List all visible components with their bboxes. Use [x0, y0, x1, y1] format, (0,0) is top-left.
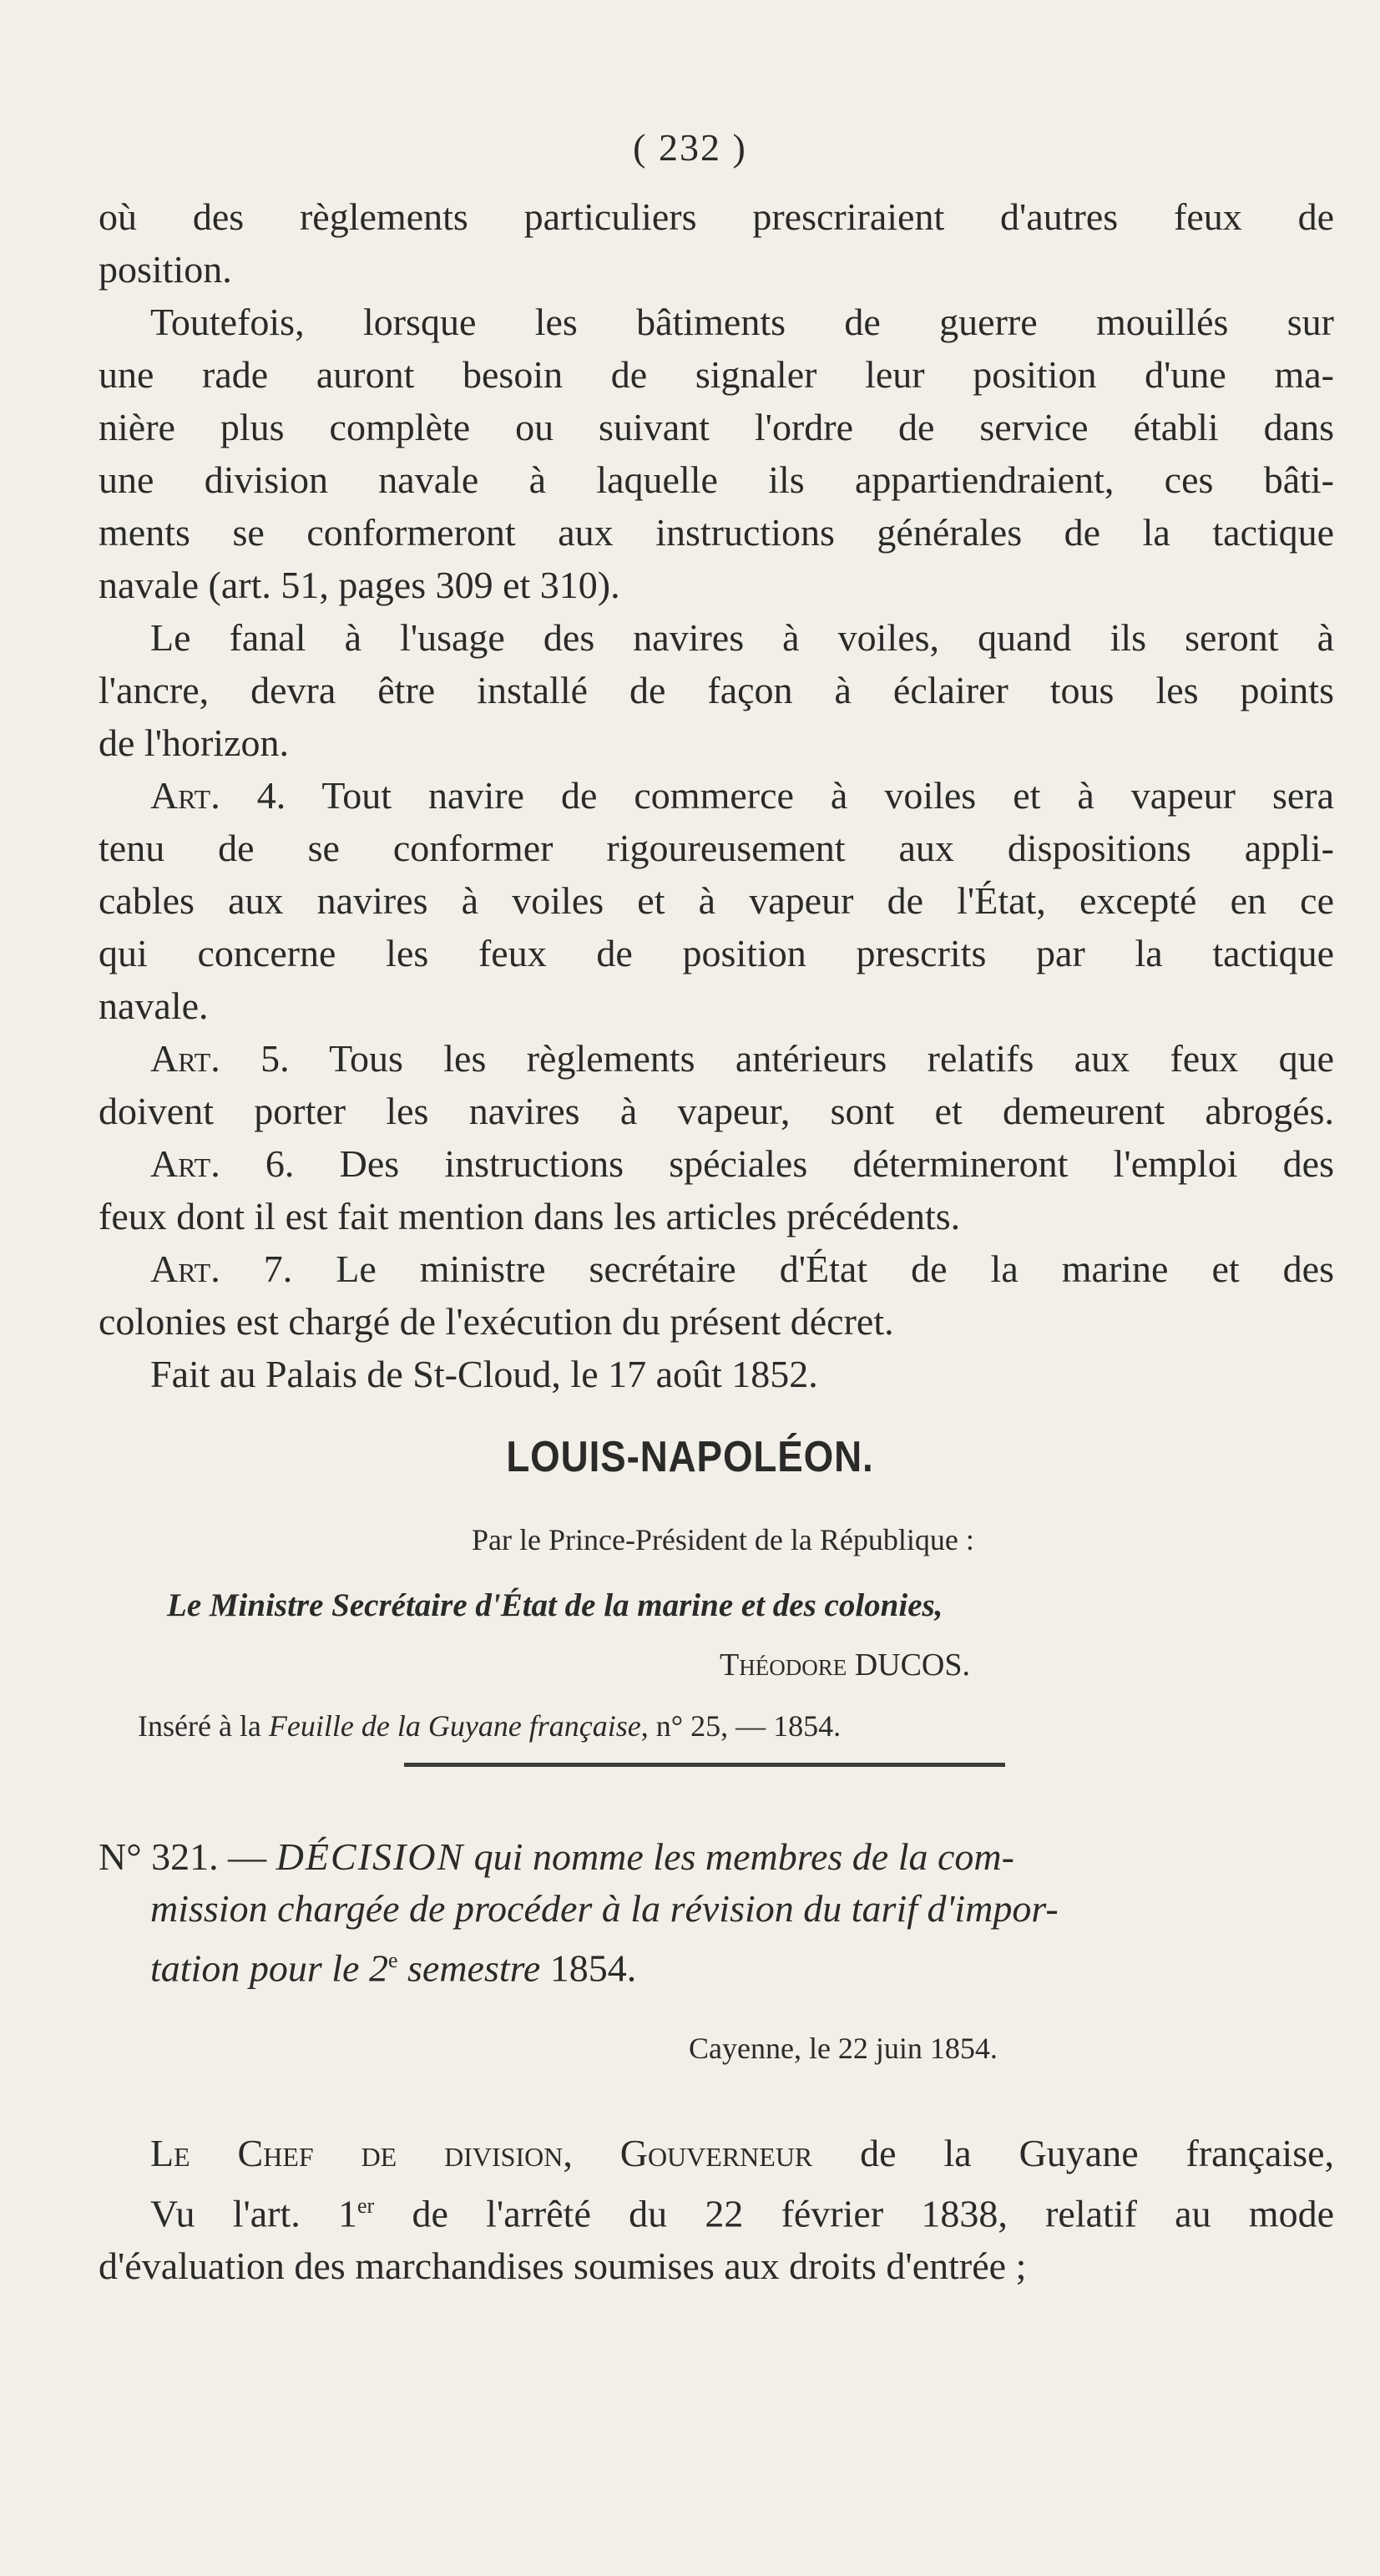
text-line: mission chargée de procéder à la révision du tarif d'impor-: [150, 1887, 1059, 1930]
minister-name: [720, 1647, 970, 1683]
inserted-note: [138, 1708, 841, 1743]
governor-heading-rest: de la Guyane française,: [860, 2132, 1335, 2174]
dateline: Cayenne, le 22 juin 1854.: [689, 2032, 998, 2065]
text-line: [99, 1831, 1334, 1883]
text-line: ments se conformeront aux instructions générales de la tactique: [99, 511, 1334, 554]
text-line: position.: [99, 248, 232, 291]
article-4: [99, 769, 1334, 1032]
text-line: navale.: [99, 984, 209, 1027]
superscript: e: [387, 1948, 398, 1972]
text-line: [99, 1935, 1334, 1994]
text-line: feux dont il est fait mention dans les articles précédents.: [99, 1195, 961, 1237]
signed-at: [99, 1348, 1334, 1400]
page-number: ( 232 ): [633, 126, 747, 169]
text-line: [99, 1242, 1334, 1295]
article-5: [99, 1032, 1334, 1137]
minister-title: Le Ministre Secrétaire d'État de la marine et des colonies,: [167, 1587, 943, 1623]
closing-text: Vu l'art. 1: [150, 2192, 358, 2235]
text-line: Le fanal à l'usage des navires à voiles, quand ils seront à: [150, 616, 1334, 659]
article-label: Art.: [150, 1037, 220, 1080]
article-label: Art.: [150, 774, 220, 817]
closing-text: de l'arrêté du 22 février 1838, relatif au mode: [412, 2192, 1335, 2235]
decision-title-part: semestre: [407, 1946, 541, 1990]
text-line: cables aux navires à voiles et à vapeur de l'État, excepté en ce: [99, 879, 1334, 922]
signature-name: LOUIS-NAPOLÉON.: [506, 1433, 874, 1481]
minister-last-name: DUCOS.: [854, 1647, 971, 1683]
article-number: 5.: [260, 1037, 290, 1080]
text-line: colonies est chargé de l'exécution du présent décret.: [99, 1300, 894, 1343]
section-divider: [404, 1763, 1005, 1767]
text-line: [99, 1137, 1334, 1190]
text-line: [99, 1032, 1334, 1085]
closing-block: [99, 2127, 1334, 2292]
text-line: [99, 2127, 1334, 2179]
by-line: Par le Prince-Président de la République :: [472, 1523, 974, 1556]
text-line: une rade auront besoin de signaler leur position d'une ma-: [99, 353, 1334, 396]
text-line: qui concerne les feux de position prescrits par la tactique: [99, 932, 1334, 974]
text-line: [99, 2179, 1334, 2239]
minister-first-name: Théodore: [720, 1647, 847, 1683]
decision-title-word: DÉCISION: [275, 1835, 465, 1878]
article-text: Le ministre secrétaire d'État de la marine et des: [336, 1248, 1334, 1290]
governor-heading: Le Chef de division, Gouverneur: [150, 2132, 813, 2174]
decision-dash: —: [228, 1835, 267, 1878]
text-line: nière plus complète ou suivant l'ordre de service établi dans: [99, 406, 1334, 448]
text-line: Toutefois, lorsque les bâtiments de guerre mouillés sur: [150, 301, 1334, 343]
text-line: [99, 769, 1334, 822]
article-7: [99, 1242, 1334, 1348]
decision-heading: [99, 1831, 1334, 1994]
text-line: Fait au Palais de St-Cloud, le 17 août 1852.: [150, 1353, 818, 1395]
paragraph-fanal: [99, 611, 1334, 769]
inserted-journal: Feuille de la Guyane française: [268, 1709, 641, 1743]
article-number: 6.: [265, 1142, 295, 1185]
article-text: Tout navire de commerce à voiles et à vapeur sera: [321, 774, 1335, 817]
text-line: où des règlements particuliers prescriraient d'autres feux de: [99, 195, 1334, 238]
inserted-prefix: Inséré à la: [138, 1709, 261, 1743]
article-label: Art.: [150, 1248, 220, 1290]
text-line: d'évaluation des marchandises soumises aux droits d'entrée ;: [99, 2245, 1027, 2288]
paragraph-continuation: [99, 190, 1334, 296]
text-line: une division navale à laquelle ils appartiendraient, ces bâti-: [99, 458, 1334, 501]
decision-number: N° 321.: [99, 1835, 219, 1878]
article-6: [99, 1137, 1334, 1242]
article-number: 7.: [263, 1248, 293, 1290]
superscript: er: [357, 2194, 375, 2218]
inserted-suffix: , n° 25, — 1854.: [640, 1709, 842, 1743]
text-line: doivent porter les navires à vapeur, sont et demeurent abrogés.: [99, 1090, 1334, 1132]
decision-title: qui nomme les membres de la com-: [473, 1835, 1014, 1878]
paragraph-toutefois: [99, 296, 1334, 611]
text-line: l'ancre, devra être installé de façon à éclairer tous les points: [99, 669, 1334, 711]
text-line: de l'horizon.: [99, 721, 290, 764]
decision-year: 1854.: [549, 1946, 637, 1990]
article-label: Art.: [150, 1142, 220, 1185]
text-line: tenu de se conformer rigoureusement aux dispositions appli-: [99, 827, 1334, 869]
text-line: navale (art. 51, pages 309 et 310).: [99, 564, 620, 606]
decision-title-part: tation pour le 2: [150, 1946, 388, 1990]
article-number: 4.: [256, 774, 286, 817]
article-text: Des instructions spéciales détermineront l'emploi des: [339, 1142, 1334, 1185]
article-text: Tous les règlements antérieurs relatifs aux feux que: [329, 1037, 1335, 1080]
